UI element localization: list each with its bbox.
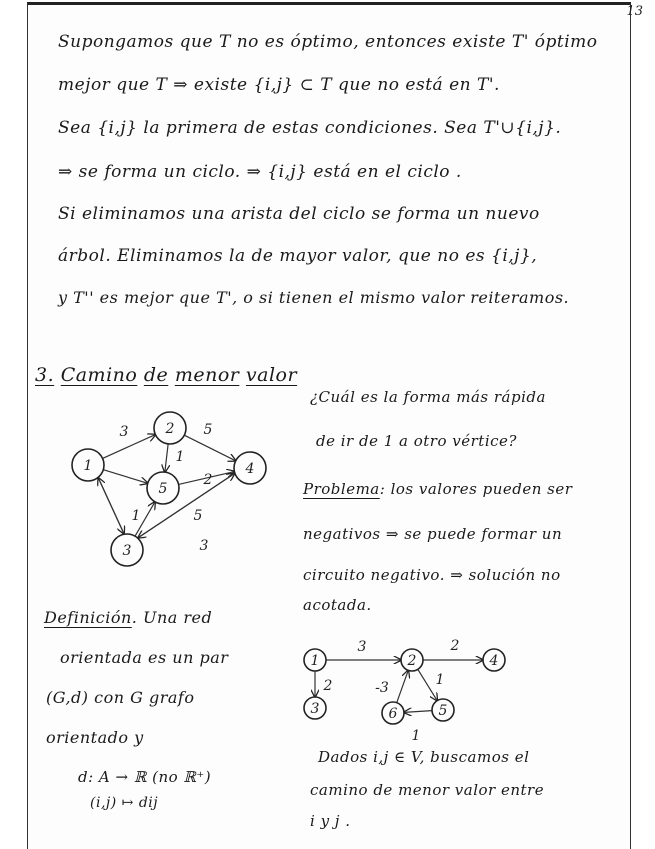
conclusion-line: camino de menor valor entre bbox=[310, 781, 545, 799]
question-line: de ir de 1 a otro vértice? bbox=[316, 432, 517, 450]
page-number: 13 bbox=[626, 4, 643, 19]
heading-word: de bbox=[143, 364, 169, 386]
heading-word: Camino bbox=[60, 364, 138, 386]
graph2-edge bbox=[404, 711, 432, 713]
graph1-edge bbox=[103, 470, 147, 484]
graph1-edge-weight: 2 bbox=[203, 472, 213, 488]
definition-label: Definición bbox=[44, 608, 132, 627]
graph1-edge-weight: 1 bbox=[131, 508, 141, 524]
problem-label: Problema bbox=[303, 480, 380, 498]
conclusion-line: i y j . bbox=[310, 812, 351, 830]
text-line: árbol. Eliminamos la de mayor valor, que no es {i,j}, bbox=[58, 246, 538, 266]
text-line: y T'' es mejor que T', o si tienen el mismo valor reiteramos. bbox=[58, 288, 570, 307]
graph1-edge-weight: 3 bbox=[119, 424, 129, 440]
problem-line: circuito negativo. ⇒ solución no bbox=[303, 566, 561, 584]
definition-text: . Una red bbox=[131, 608, 213, 627]
graph2-edge bbox=[418, 669, 437, 700]
heading-word: menor bbox=[174, 364, 240, 386]
definition-line: d: A → ℝ (no ℝ⁺) bbox=[78, 768, 212, 786]
definition-line: orientada es un par bbox=[60, 648, 229, 667]
graph1-node-label: 4 bbox=[245, 461, 255, 477]
problem-line: acotada. bbox=[303, 596, 372, 614]
graph2-node-label: 1 bbox=[310, 653, 320, 669]
question-line: ¿Cuál es la forma más rápida bbox=[310, 388, 546, 406]
definition-line: orientado y bbox=[46, 728, 144, 747]
text-line: mejor que T ⇒ existe {i,j} ⊂ T que no está en T'. bbox=[58, 75, 500, 95]
graph1-edge bbox=[184, 435, 235, 461]
graph2-edge-weight: 1 bbox=[435, 672, 445, 688]
graph1-edge bbox=[98, 478, 124, 534]
graph1-edge-weight: 1 bbox=[175, 449, 185, 465]
graph2-edge-weight: -3 bbox=[375, 680, 389, 696]
heading-word: valor bbox=[245, 364, 298, 386]
text-line: Sea {i,j} la primera de estas condiciones. Sea T'∪{i,j}. bbox=[58, 118, 562, 138]
graph2-node-label: 6 bbox=[388, 706, 398, 722]
graph1-edge-weight: 5 bbox=[193, 508, 203, 524]
graph1-node-label: 3 bbox=[122, 543, 132, 559]
graph1-node-label: 1 bbox=[83, 458, 93, 474]
definition-line: (G,d) con G grafo bbox=[46, 688, 195, 707]
graph2-node-label: 3 bbox=[310, 701, 320, 717]
graph2-node-label: 2 bbox=[407, 653, 417, 669]
graph2-edge-weight: 1 bbox=[411, 728, 421, 744]
graph1-edge-weight: 5 bbox=[203, 422, 213, 438]
graph1-node-label: 5 bbox=[158, 481, 168, 497]
conclusion-line: Dados i,j ∈ V, buscamos el bbox=[318, 748, 530, 766]
graph2-edge-weight: 2 bbox=[450, 638, 460, 654]
graph2-node-label: 5 bbox=[438, 703, 448, 719]
graph1-edge bbox=[165, 444, 168, 472]
graph1-edge bbox=[103, 435, 156, 459]
graph2-edge bbox=[397, 670, 409, 702]
text-line: Si eliminamos una arista del ciclo se forma un nuevo bbox=[58, 204, 540, 224]
graph2-edge-weight: 3 bbox=[357, 639, 367, 655]
graph2-edge-weight: 2 bbox=[323, 678, 333, 694]
problem-text: : los valores pueden ser bbox=[379, 480, 573, 498]
text-line: Supongamos que T no es óptimo, entonces existe T' óptimo bbox=[58, 32, 598, 52]
section-number: 3. bbox=[35, 364, 55, 386]
problem-line: negativos ⇒ se puede formar un bbox=[303, 525, 563, 543]
graph1-edge-weight: 3 bbox=[199, 538, 209, 554]
graph1-node-label: 2 bbox=[165, 421, 175, 437]
definition-line: (i,j) ↦ dij bbox=[90, 795, 159, 811]
text-line: ⇒ se forma un ciclo. ⇒ {i,j} está en el ciclo . bbox=[58, 162, 462, 182]
graph2-node-label: 4 bbox=[489, 653, 499, 669]
